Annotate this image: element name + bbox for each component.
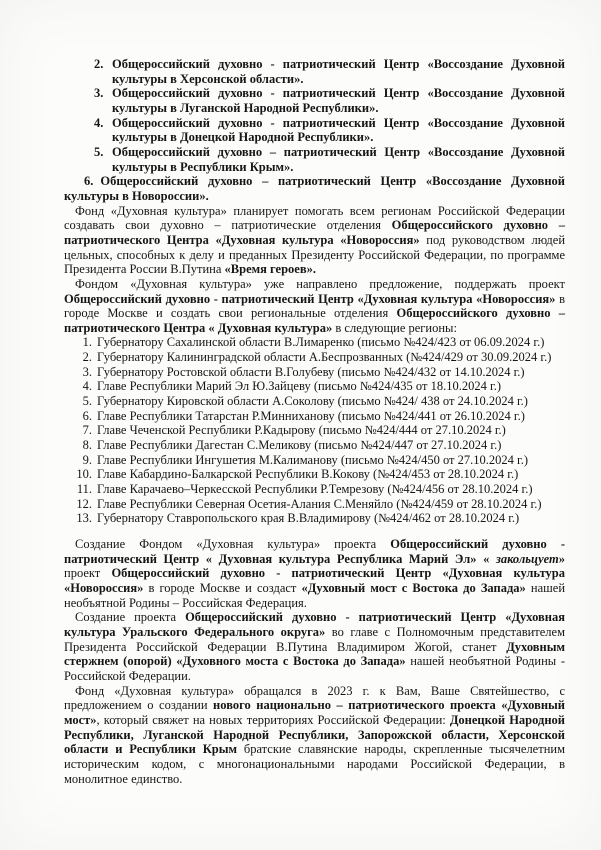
letter-list-item [72, 467, 565, 482]
text-run: , который свяжет на новых территориях Российской Федерации: [96, 712, 450, 727]
list-item-text: Губернатору Сахалинской области В.Лимаренко (письмо №424/423 от 06.09.2024 г.) [97, 335, 545, 350]
paragraph-fund-plans [64, 204, 565, 277]
list-item-number: 10. [76, 467, 92, 482]
letter-list-item [72, 438, 565, 453]
list-item-text: Губернатору Калининградской области А.Беспрозванных (№424/429 от 30.09.2024 г.) [97, 350, 552, 365]
letter-list-item [72, 394, 565, 409]
text-run: в городе Москве и создать свои региональные отделения [64, 291, 565, 321]
paragraph-ural-project [64, 610, 565, 683]
text-run: Создание Фондом «Духовная культура» проекта [75, 537, 391, 551]
text-run: Донецкой Народной Республики, Луганской Народной Республики, Запорожской области, Херсонской области и Республики Крым [64, 712, 565, 757]
list-item-text: Губернатору Ростовской области В.Голубеву (письмо №424/432 от 14.10.2024 г.) [97, 364, 525, 379]
list-item-text: Главе Республики Татарстан Р.Минниханову (письмо №424/441 от 26.10.2024 г.) [97, 408, 525, 423]
list-item-text: Главе Чеченской Республики Р.Кадырову (письмо №424/444 от 27.10.2024 г.) [97, 423, 506, 438]
text-run: Общероссийского духовно – патриотического Центра «Духовная культура «Новороссия» [64, 218, 565, 247]
list-item-number: 7. [82, 423, 92, 438]
text-run: Общероссийский духовно - патриотический Центр « Духовная культура Республика Марий Эл» « [64, 537, 565, 566]
list-item-number: 12. [76, 496, 92, 511]
text-run: во главе с Полномочным представителем Президента Российской Федерации В.Путина Владимиром Жогой, станет [64, 624, 565, 654]
list-item-number: 6. [82, 408, 92, 423]
letter-list-item [72, 482, 565, 497]
list-item-number: 5. [94, 144, 104, 159]
list-item-text: Общероссийский духовно - патриотический Центр «Воссоздание Духовной культуры в Луганской Народной Республики». [112, 86, 565, 115]
text-run: Создание проекта [75, 610, 186, 625]
list-item-text: Губернатору Кировской области А.Соколову (письмо №424/ 438 от 24.10.2024 г.) [97, 394, 528, 409]
text-run: Общероссийский духовно - патриотический Центр «Духовная культура Уральского Федерального округа» [64, 610, 565, 639]
text-run: в следующие регионы: [332, 320, 457, 335]
list-item-text: Общероссийский духовно – патриотический Центр «Воссоздание Духовной культуры в Новороссии». [64, 174, 565, 203]
center-list-item [94, 144, 565, 174]
list-item-number: 2. [94, 57, 104, 71]
text-run: Фонд «Духовная культура» планирует помогать всем регионам Российской Федерации создавать свои духовно – патриотические отделения [64, 203, 565, 233]
list-item-number: 8. [82, 438, 92, 453]
letter-list-item [72, 365, 565, 380]
center-list-item [94, 57, 565, 86]
list-item-text: Губернатору Ставропольского края В.Владимирову (№424/462 от 28.10.2024 г.) [97, 511, 520, 526]
letters-numbered-list [64, 335, 565, 526]
list-item-text: Главе Республики Северная Осетия-Алания С.Меняйло (№424/459 от 28.10.2024 г.) [97, 496, 542, 511]
letter-list-item [72, 497, 565, 512]
list-item-number: 11. [76, 482, 92, 497]
letter-list-item [72, 379, 565, 394]
list-item-text: Общероссийский духовно - патриотический Центр «Воссоздание Духовной культуры в Херсонской области». [112, 57, 565, 86]
letter-list-item [72, 335, 565, 350]
list-item-number: 4. [94, 115, 104, 130]
list-item-number: 6. [84, 174, 94, 189]
list-item-text: Главе Республики Ингушетия М.Калиманову (письмо №424/450 от 27.10.2024 г.) [97, 452, 529, 467]
letter-list-item [72, 453, 565, 468]
text-run: закольцует [495, 551, 559, 566]
list-item-number: 2. [82, 350, 92, 365]
text-run: «Духовный мост с Востока до Запада» [301, 580, 526, 595]
list-item-text: Главе Республики Марий Эл Ю.Зайцеву (письмо №424/435 от 18.10.2024 г.) [97, 379, 501, 394]
list-item-number: 3. [94, 86, 104, 101]
text-run: Общероссийский духовно - патриотический Центр «Духовная культура «Новороссия» [64, 566, 565, 595]
letter-list-item [72, 511, 565, 526]
text-run: братские славянские народы, скрепленные тысячелетним историческим кодом, с многонациональными народами Российской Федерации, в монолитное единство. [64, 742, 565, 786]
paragraph-mariy-el-project [64, 537, 565, 610]
list-item-text: Главе Республики Дагестан С.Меликову (письмо №424/447 от 27.10.2024 г.) [97, 438, 502, 453]
list-item-text: Главе Карачаево–Черкесской Республики Р.Темрезову (№424/456 от 28.10.2024 г.) [97, 482, 533, 497]
letter-list-item [72, 409, 565, 424]
list-item-number: 4. [82, 379, 92, 394]
text-run: » [558, 551, 565, 566]
text-run: Общероссийский духовно - патриотический Центр «Духовная культура «Новороссия» [64, 291, 556, 306]
list-item-text: Общероссийский духовно – патриотический Центр «Воссоздание Духовной культуры в Республики Крым». [112, 144, 565, 174]
letter-list-item [72, 423, 565, 438]
center-list-item [64, 174, 565, 203]
text-run: нашей необъятной Родины – Российская Федерация. [64, 580, 566, 610]
text-run: «Время героев». [224, 262, 316, 277]
letter-list-item [72, 350, 565, 365]
paragraph-spiritual-bridge [64, 684, 565, 787]
text-run: Духовным стержнем (опорой) «Духовного моста с Востока до Запада» [64, 639, 565, 669]
text-run: нового национально – патриотического проекта «Духовный мост» [64, 698, 565, 727]
text-run: в городе Москве и создаст [143, 580, 302, 595]
text-run: Фонд «Духовная культура» обращался в 2023 г. к Вам, Ваше Святейшество, с предложением о создании [64, 683, 565, 713]
list-item-number: 3. [82, 364, 92, 379]
paragraph-proposal-sent [64, 277, 565, 336]
list-item-text: Главе Кабардино-Балкарской Республики В.Кокову (№424/453 от 28.10.2024 г.) [97, 467, 519, 482]
text-run: под руководством людей цельных, способных к делу и преданных Президенту Российской Федерации, по программе Президента России В.Путина [64, 232, 566, 277]
list-item-number: 13. [76, 511, 92, 526]
center-list-item [94, 86, 565, 115]
text-run: Общероссийского духовно – патриотического Центра « Духовная культура» [64, 306, 565, 335]
centers-numbered-list [64, 57, 565, 204]
text-run: проект [64, 566, 112, 581]
list-item-number: 9. [82, 452, 92, 467]
list-item-number: 5. [82, 394, 92, 409]
center-list-item [94, 115, 565, 145]
text-run: нашей необъятной Родины - Российской Федерации. [64, 654, 565, 683]
text-run: Фондом «Духовная культура» уже направлено предложение, поддержать проект [75, 276, 565, 291]
list-item-number: 1. [82, 335, 92, 350]
list-item-text: Общероссийский духовно - патриотический Центр «Воссоздание Духовной культуры в Донецкой Народной Республики». [112, 115, 565, 145]
